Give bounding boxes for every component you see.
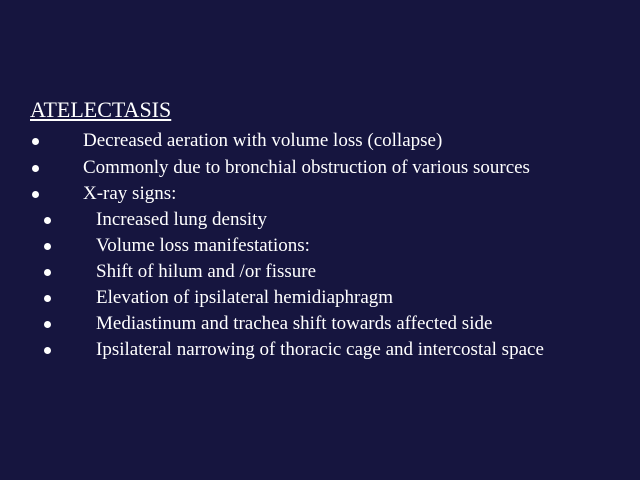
bullet-text: Commonly due to bronchial obstruction of various sources	[83, 157, 530, 178]
bullet-text: Decreased aeration with volume loss (collapse)	[83, 130, 443, 151]
bullet-text: Ipsilateral narrowing of thoracic cage and intercostal space	[96, 339, 544, 360]
bullet-icon	[44, 347, 51, 354]
bullet-icon	[32, 191, 39, 198]
bullet-icon	[44, 269, 51, 276]
bullet-icon	[44, 217, 51, 224]
bullet-text: Elevation of ipsilateral hemidiaphragm	[96, 287, 394, 308]
bullet-text: Volume loss manifestations:	[96, 235, 310, 256]
bullet-text: Mediastinum and trachea shift towards affected side	[96, 313, 493, 334]
bullet-text: Shift of hilum and /or fissure	[96, 261, 317, 282]
bullet-icon	[44, 321, 51, 328]
slide-title: ATELECTASIS	[30, 97, 172, 122]
bullet-text: X-ray signs:	[83, 183, 177, 204]
bullet-icon	[44, 243, 51, 250]
bullet-icon	[44, 295, 51, 302]
bullet-icon	[32, 165, 39, 172]
bullet-text: Increased lung density	[96, 209, 267, 230]
bullet-icon	[32, 138, 39, 145]
